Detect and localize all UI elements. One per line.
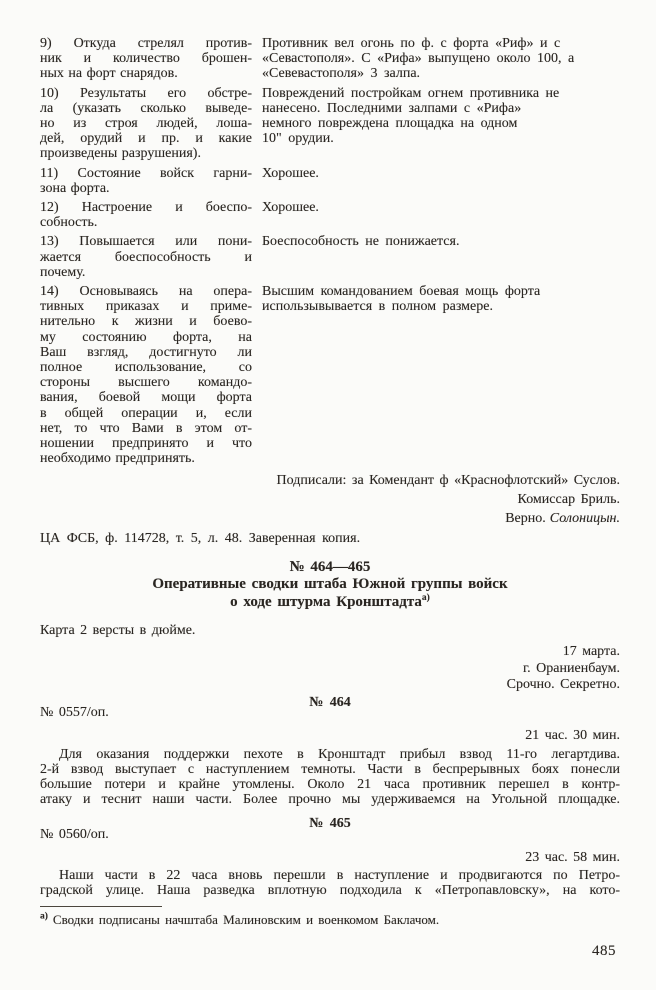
questionnaire-item xyxy=(40,284,620,466)
text-line: Наши части в 22 часа вновь перешли в наступление и продвигаются по Петро- xyxy=(59,868,620,884)
dateline-date: 17 марта. xyxy=(562,644,620,660)
footnote-reference-marker: а) xyxy=(421,592,430,603)
text-line: му состоянию форта, на xyxy=(40,329,252,345)
text-line: тивных приказах и приме- xyxy=(40,299,252,315)
text-line: Повреждений постройкам огнем противника не xyxy=(262,85,560,101)
dateline xyxy=(40,644,620,693)
report-464-ref: № 0557/оп. xyxy=(40,705,109,721)
text-line: ношении предпринято и что xyxy=(40,436,252,452)
question-text xyxy=(40,36,252,82)
questionnaire-item xyxy=(40,36,620,82)
answer-text xyxy=(262,86,620,162)
text-line: необходимо предпринять. xyxy=(40,451,195,467)
question-text xyxy=(40,234,252,280)
text-line: почему. xyxy=(40,264,86,280)
answer-text xyxy=(262,284,620,466)
text-line: стороны высшего командо- xyxy=(40,375,252,391)
text-line: ник и количество брошен- xyxy=(40,51,252,67)
footnote-divider xyxy=(40,906,162,907)
document-number-range: № 464—465 xyxy=(289,558,371,575)
text-line: 12) Настроение и боеспо- xyxy=(40,200,252,216)
text-line: нанесено. Последними залпами с «Рифа» xyxy=(262,100,522,116)
text-line: Хорошее. xyxy=(262,165,319,181)
signature-line: Комиссар Бриль. xyxy=(517,492,620,508)
answer-text xyxy=(262,200,620,230)
text-line: нительно к жизни и боево- xyxy=(40,314,252,330)
dateline-classification: Срочно. Секретно. xyxy=(506,676,620,692)
text-line: атаку и теснит наши части. Более прочно мы удерживаемся на Угольной площадке. xyxy=(40,792,620,808)
footnote-text: Сводки подписаны начштаба Малиновским и военкомом Баклачом. xyxy=(52,912,440,928)
text-line: ла (указать сколько выведе- xyxy=(40,100,252,116)
text-line: 10" орудии. xyxy=(262,131,334,147)
text-line: но из строя людей, лоша- xyxy=(40,116,252,132)
text-line: 11) Состояние войск гарни- xyxy=(40,165,252,181)
text-line: Высшим командованием боевая мощь форта xyxy=(262,284,541,300)
question-text xyxy=(40,284,252,466)
text-line: в общей операции и, если xyxy=(40,405,252,421)
questionnaire xyxy=(40,36,620,466)
text-line: Противник вел огонь по ф. с форта «Риф» и с xyxy=(262,36,561,51)
signature-line xyxy=(40,509,620,528)
signature-verified-label: Верно. xyxy=(505,511,546,527)
text-line: 2-й взвод выступает с наступлением темноты. Части в беспрерывных боях понесли xyxy=(40,761,620,777)
text-line: немного повреждена площадка на одном xyxy=(262,116,518,132)
signature-line: Подписали: за Комендант ф «Краснофлотский» Суслов. xyxy=(276,473,620,489)
question-text xyxy=(40,86,252,162)
text-line: Хорошее. xyxy=(262,200,319,216)
text-line: Для оказания поддержки пехоте в Кронштадт прибыл взвод 11-го легартдива. xyxy=(59,746,620,762)
report-465-time: 23 час. 58 мин. xyxy=(525,849,620,865)
question-text xyxy=(40,200,252,230)
text-line: жается боеспособность и xyxy=(40,249,252,265)
report-465-ref: № 0560/оп. xyxy=(40,826,109,842)
report-465-body xyxy=(40,868,620,898)
report-464-body xyxy=(40,747,620,808)
answer-text xyxy=(262,36,620,82)
questionnaire-item xyxy=(40,166,620,196)
text-line: градской улице. Наша разведка вплотную подходила к «Петропавловску», на кото- xyxy=(40,883,620,899)
text-line: 9) Откуда стрелял против- xyxy=(40,36,252,51)
questionnaire-item xyxy=(40,200,620,230)
signature-verifier-name: Солоницын. xyxy=(549,511,620,527)
text-line: 10) Результаты его обстре- xyxy=(40,85,252,101)
report-464-number: № 464 xyxy=(309,695,351,710)
text-line: 13) Повышается или пони- xyxy=(40,234,252,250)
text-line: произведены разрушения). xyxy=(40,146,201,162)
text-line: собность. xyxy=(40,215,98,231)
text-line: ных на форт снарядов. xyxy=(40,66,178,82)
footnote-marker: а) xyxy=(40,912,48,923)
questionnaire-item xyxy=(40,86,620,162)
text-line: большие потери и крайне утомлены. Около 21 часа противник перешел в контр- xyxy=(40,777,620,793)
document-heading xyxy=(40,559,620,612)
text-line: «Севастополя». С «Рифа» выпущено около 100, а xyxy=(262,51,575,67)
text-line: использывывается в полном размере. xyxy=(262,299,493,315)
text-line: полное использование, со xyxy=(40,360,252,376)
text-line: зона форта. xyxy=(40,180,110,196)
text-line: дей, орудий и пр. и какие xyxy=(40,131,252,147)
text-line: нет, то что Вами в этом от- xyxy=(40,420,252,436)
archive-reference: ЦА ФСБ, ф. 114728, т. 5, л. 48. Заверенная копия. xyxy=(40,531,361,547)
text-line: вания, боевой мощи форта xyxy=(40,390,252,406)
document-title-line: Оперативные сводки штаба Южной группы войск xyxy=(152,576,508,593)
map-note: Карта 2 версты в дюйме. xyxy=(40,623,196,639)
text-line: 14) Основываясь на опера- xyxy=(40,284,252,300)
questionnaire-item xyxy=(40,234,620,280)
question-text xyxy=(40,166,252,196)
document-title-line: о ходе штурма Кронштадта$^{а)}$ xyxy=(230,592,430,610)
signature-block xyxy=(40,471,620,528)
report-465-number: № 465 xyxy=(309,816,351,832)
answer-text xyxy=(262,166,620,196)
text-line: «Севевастополя» 3 залпа. xyxy=(262,66,421,82)
text-line: Ваш взгляд, достигнуто ли xyxy=(40,344,252,360)
text-line: Боеспособность не понижается. xyxy=(262,234,460,250)
answer-text xyxy=(262,234,620,280)
dateline-place: г. Ораниенбаум. xyxy=(523,660,620,676)
page-number: 485 xyxy=(592,943,616,959)
footnote xyxy=(40,912,620,927)
report-464-time: 21 час. 30 мин. xyxy=(525,728,620,744)
